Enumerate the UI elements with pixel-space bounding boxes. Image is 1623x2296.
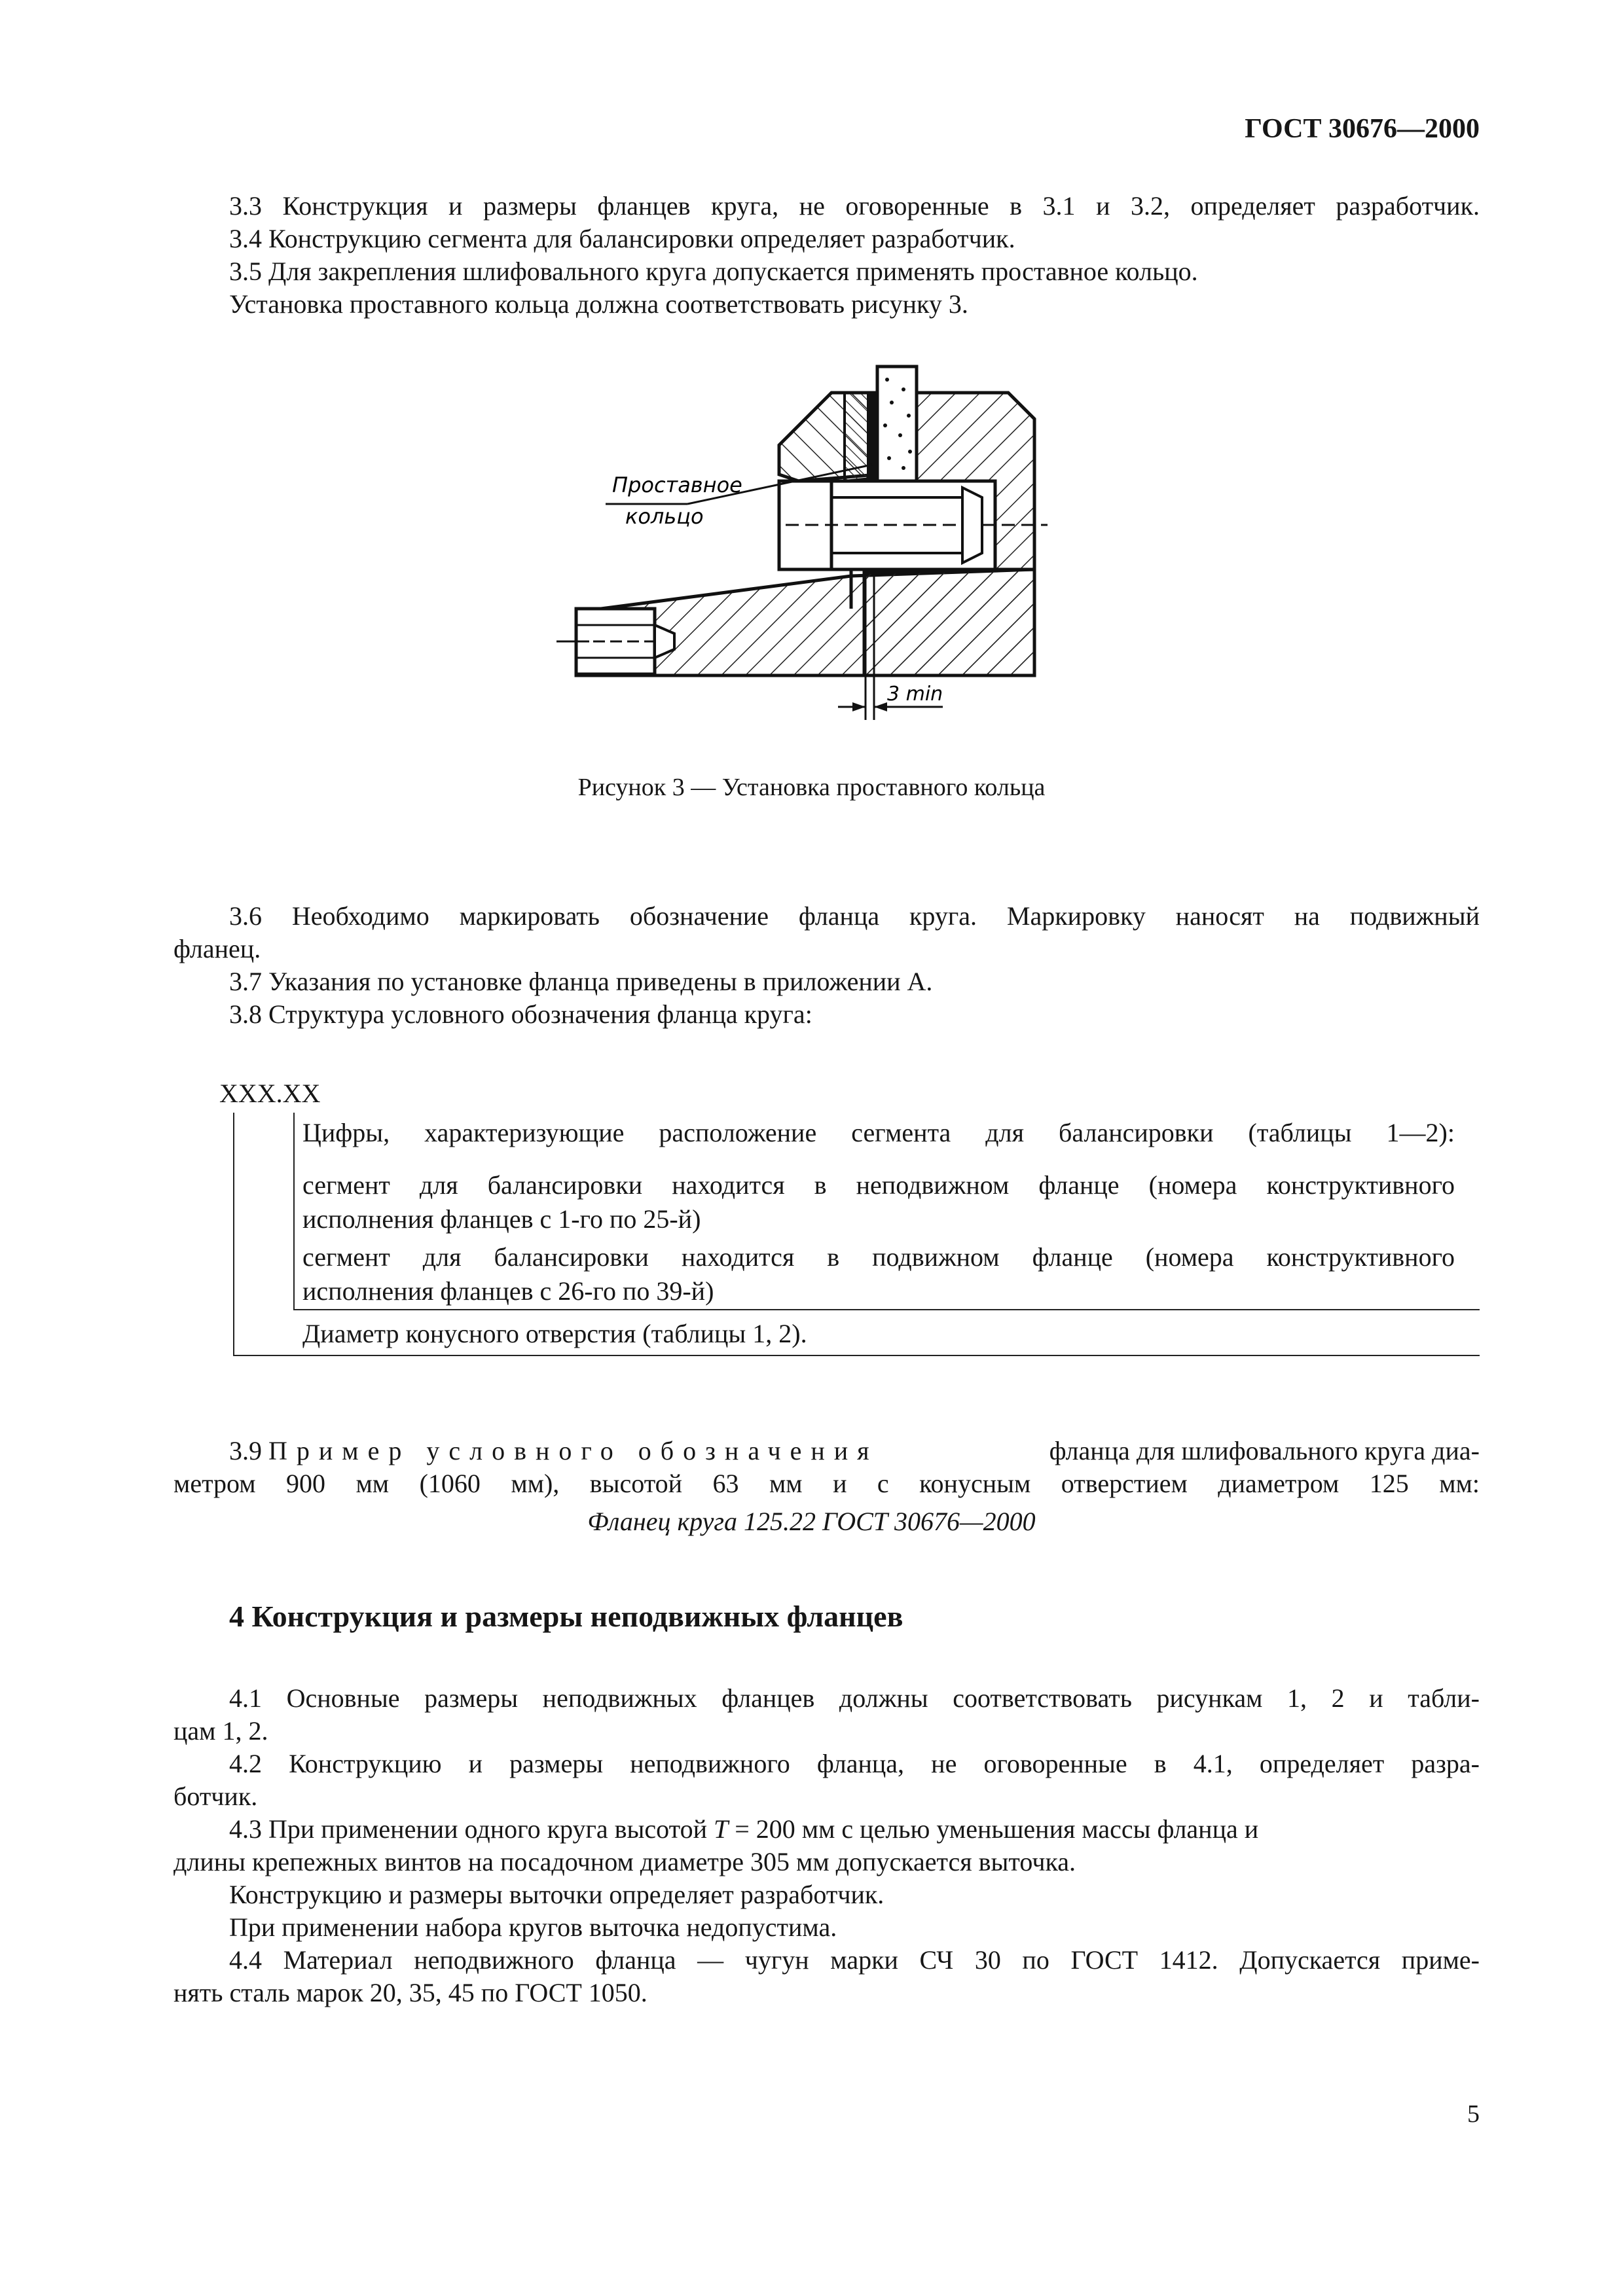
example-number: 3.9 bbox=[229, 1436, 262, 1465]
section-4-heading: 4 Конструкция и размеры неподвижных фланцев bbox=[229, 1600, 903, 1633]
fixed-flange-text-2: исполнения фланцев с 1-го по 25-й) bbox=[302, 1204, 701, 1234]
paragraph-3-9 bbox=[229, 1435, 1480, 1467]
paragraph-4-3-d: При применении набора кругов выточка недопустима. bbox=[229, 1912, 837, 1942]
paragraph-4-2-continuation: ботчик. bbox=[173, 1782, 258, 1811]
paragraph-4-4: 4.4 Материал неподвижного фланца — чугун марки СЧ 30 по ГОСТ 1412. Допускается приме- bbox=[229, 1945, 1480, 1975]
paragraph-4-2: 4.2 Конструкцию и размеры неподвижного фланца, не оговоренные в 4.1, определяет разра- bbox=[229, 1749, 1480, 1778]
document-header: ГОСТ 30676—2000 bbox=[1245, 114, 1480, 144]
paragraph-3-6: 3.6 Необходимо маркировать обозначение фланца круга. Маркировку наносят на подвижный bbox=[229, 901, 1480, 931]
paragraph-4-3-pre: 4.3 При применении одного круга высотой bbox=[229, 1814, 714, 1844]
paragraph-3-5: 3.5 Для закрепления шлифовального круга допускается применять проставное кольцо. bbox=[229, 257, 1198, 286]
figure-3-drawing bbox=[0, 0, 1623, 753]
paragraph-3-7: 3.7 Указания по установке фланца приведены в приложении А. bbox=[229, 967, 933, 996]
bracket-diameter bbox=[233, 1113, 234, 1355]
flange-lower-right bbox=[864, 569, 1034, 675]
digits-title: Цифры, характеризующие расположение сегмента для балансировки (таблицы 1—2): bbox=[302, 1118, 1455, 1147]
movable-flange-text: сегмент для балансировки находится в подвижном фланце (номера конструктивного bbox=[302, 1242, 1455, 1272]
movable-flange-text-2: исполнения фланцев с 26-го по 39-й) bbox=[302, 1276, 714, 1306]
bracket-digits-end bbox=[293, 1309, 1480, 1310]
figure-caption: Рисунок 3 — Установка проставного кольца bbox=[577, 774, 1046, 801]
figure-label-line1: Проставное bbox=[612, 473, 742, 497]
paragraph-4-4-continuation: нять сталь марок 20, 35, 45 по ГОСТ 1050. bbox=[173, 1978, 647, 2007]
paragraph-4-1-continuation: цам 1, 2. bbox=[173, 1716, 268, 1746]
variable-t: T bbox=[713, 1814, 729, 1844]
spacer-ring bbox=[867, 393, 877, 481]
fixed-flange-text: сегмент для балансировки находится в неподвижном фланце (номера конструктивного bbox=[302, 1170, 1455, 1200]
bracket-digits bbox=[293, 1113, 295, 1309]
paragraph-3-5-continuation: Установка проставного кольца должна соответствовать рисунку 3. bbox=[229, 289, 968, 319]
grinding-wheel bbox=[877, 367, 917, 481]
paragraph-3-3: 3.3 Конструкция и размеры фланцев круга, не оговоренные в 3.1 и 3.2, определяет разработчик. bbox=[229, 191, 1480, 221]
paragraph-4-3-c: Конструкцию и размеры выточки определяет разработчик. bbox=[229, 1880, 884, 1909]
figure-label-line2: кольцо bbox=[625, 504, 704, 529]
code-pattern: XXX.XX bbox=[219, 1079, 321, 1108]
paragraph-3-4: 3.4 Конструкцию сегмента для балансировки определяет разработчик. bbox=[229, 224, 1015, 253]
paragraph-4-3-continuation: длины крепежных винтов на посадочном диаметре 305 мм допускается выточка. bbox=[173, 1847, 1076, 1876]
dimension-label: 3 min bbox=[887, 683, 943, 706]
paragraph-4-3 bbox=[229, 1813, 1480, 1846]
diameter-text: Диаметр конусного отверстия (таблицы 1, 2). bbox=[302, 1319, 807, 1348]
example-spaced-title: Пример условного обозначения bbox=[268, 1436, 879, 1465]
bracket-diameter-end bbox=[233, 1355, 1480, 1356]
example-rest: фланца для шлифовального круга диа- bbox=[1049, 1436, 1480, 1465]
paragraph-3-8: 3.8 Структура условного обозначения фланца круга: bbox=[229, 999, 812, 1029]
paragraph-4-3-post: = 200 мм с целью уменьшения массы фланца и bbox=[728, 1814, 1259, 1844]
example-designation: Фланец круга 125.22 ГОСТ 30676—2000 bbox=[587, 1507, 1036, 1536]
page-number: 5 bbox=[1467, 2100, 1480, 2128]
paragraph-4-1: 4.1 Основные размеры неподвижных фланцев должны соответствовать рисункам 1, 2 и табли- bbox=[229, 1683, 1480, 1713]
paragraph-3-6-continuation: фланец. bbox=[173, 934, 261, 963]
paragraph-3-9-continuation: метром 900 мм (1060 мм), высотой 63 мм и с конусным отверстием диаметром 125 мм: bbox=[173, 1469, 1480, 1498]
